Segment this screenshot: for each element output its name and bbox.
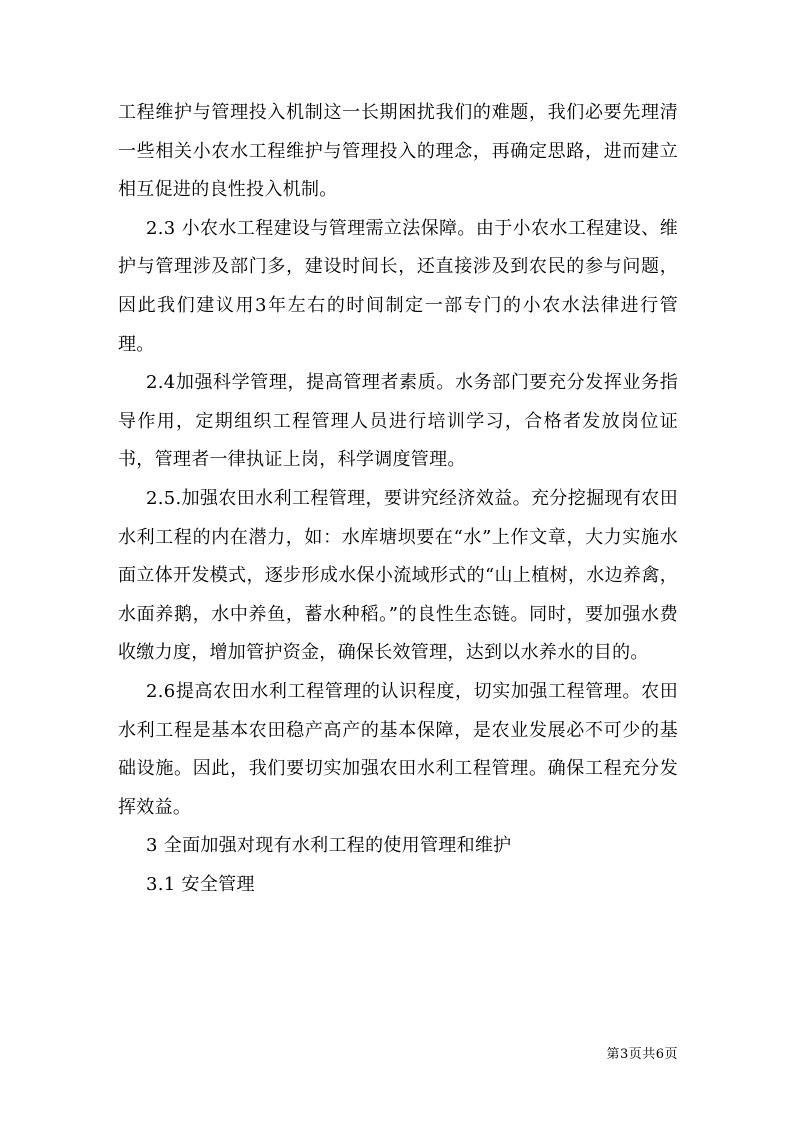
page-footer [0,1043,794,1062]
paragraph-2: 2.3 小农水工程建设与管理需立法保障。由于小农水工程建设、维护与管理涉及部门多，建设时间长，还直接涉及到农民的参与问题，因此我们建议用3年左右的时间制定一部专门的小农水法律进行管理。 [118,217,678,355]
paragraph-4: 2.5.加强农田水利工程管理，要讲究经济效益。充分挖掘现有农田水利工程的内在潜力，如：水库塘坝要在“水”上作文章，大力实施水面立体开发模式，逐步形成水保小流域形式的“山上植树，水边养禽，水面养鹅，水中养鱼，蓄水种稻。”的良性生态链。同时，要加强水费收缴力度，增加管护资金，确保长效管理，达到以水养水的目的。 [118,487,678,664]
section-heading: 3 全面加强对现有水利工程的使用管理和维护 [146,835,512,857]
paragraph-5: 2.6提高农田水利工程管理的认识程度，切实加强工程管理。农田水利工程是基本农田稳产高产的基本保障，是农业发展必不可少的基础设施。因此，我们要切实加强农田水利工程管理。确保工程充分发挥效益。 [118,680,678,818]
subsection-heading: 3.1 安全管理 [146,873,255,895]
paragraph-3: 2.4加强科学管理，提高管理者素质。水务部门要充分发挥业务指导作用，定期组织工程管理人员进行培训学习，合格者发放岗位证书，管理者一律执证上岗，科学调度管理。 [118,372,678,471]
page-number: 第3页共6页 [606,1047,678,1062]
body-text [118,94,678,904]
paragraph-1: 工程维护与管理投入机制这一长期困扰我们的难题，我们必要先理清一些相关小农水工程维护与管理投入的理念，再确定思路，进而建立相互促进的良性投入机制。 [118,102,678,201]
